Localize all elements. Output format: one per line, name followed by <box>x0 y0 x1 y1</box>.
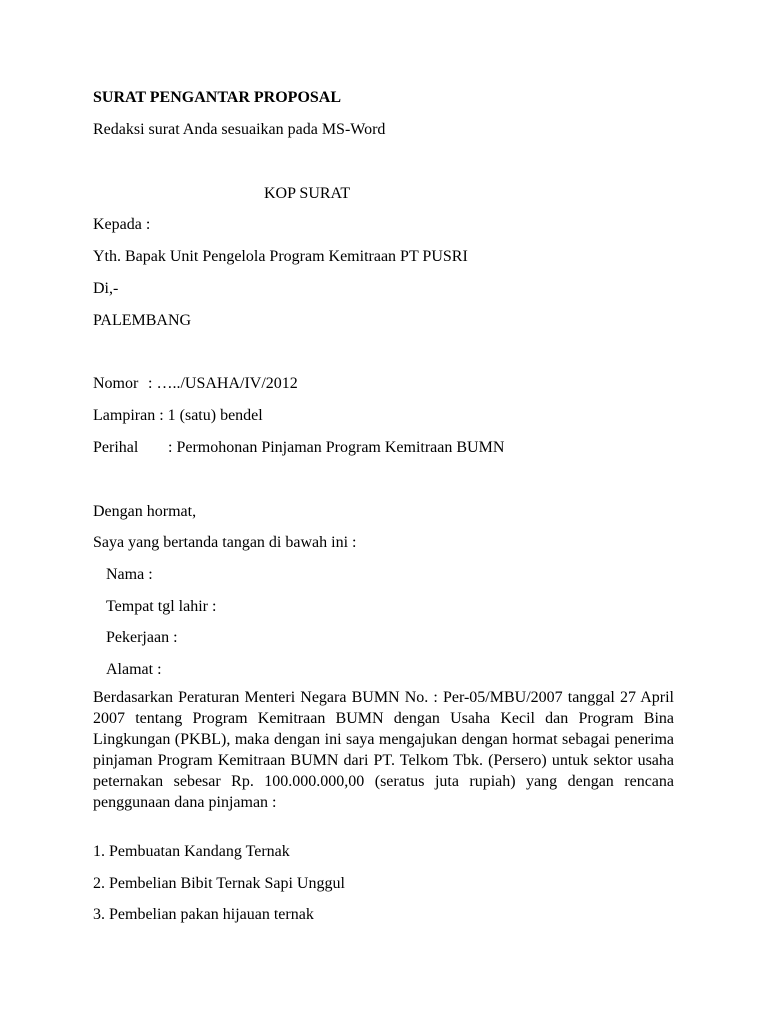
nomor-line <box>93 374 298 394</box>
letterhead-placeholder: KOP SURAT <box>264 185 351 202</box>
perihal-value: : Permohonan Pinjaman Program Kemitraan BUMN <box>168 439 505 456</box>
greeting: Dengan hormat, <box>93 503 197 520</box>
nomor-label: Nomor <box>93 375 139 392</box>
field-pekerjaan: Pekerjaan : <box>106 629 178 646</box>
perihal-line <box>93 438 504 458</box>
list-item: 3. Pembelian pakan hijauan ternak <box>93 906 314 923</box>
lampiran-line: Lampiran : 1 (satu) bendel <box>93 407 263 424</box>
recipient-kepada: Kepada : <box>93 216 151 233</box>
list-item: 1. Pembuatan Kandang Ternak <box>93 843 290 860</box>
body-paragraph: Berdasarkan Peraturan Menteri Negara BUMN No. : Per-05/MBU/2007 tanggal 27 April 2007 tentang Program Kemitraan BUMN dengan Usaha Kecil dan Program Bina Lingkungan (PKBL), maka dengan ini saya mengajukan dengan hormat sebagai penerima pinjaman Program Kemitraan BUMN dari PT. Telkom Tbk. (Persero) untuk sektor usaha peternakan sebesar Rp. 100.000.000,00 (seratus juta rupiah) yang dengan rencana penggunaan dana pinjaman : <box>93 689 674 811</box>
intro-text: Saya yang bertanda tangan di bawah ini : <box>93 534 357 551</box>
nomor-value: : …../USAHA/IV/2012 <box>148 375 298 392</box>
field-nama: Nama : <box>106 566 153 583</box>
field-tempat-tgl-lahir: Tempat tgl lahir : <box>106 598 217 615</box>
perihal-label: Perihal <box>93 439 139 456</box>
recipient-city: PALEMBANG <box>93 312 192 329</box>
instruction-text: Redaksi surat Anda sesuaikan pada MS-Word <box>93 121 386 138</box>
recipient-name: Yth. Bapak Unit Pengelola Program Kemitraan PT PUSRI <box>93 248 468 265</box>
document-heading: SURAT PENGANTAR PROPOSAL <box>93 89 342 106</box>
recipient-di: Di,- <box>93 280 119 297</box>
list-item: 2. Pembelian Bibit Ternak Sapi Unggul <box>93 875 345 892</box>
field-alamat: Alamat : <box>106 661 162 678</box>
